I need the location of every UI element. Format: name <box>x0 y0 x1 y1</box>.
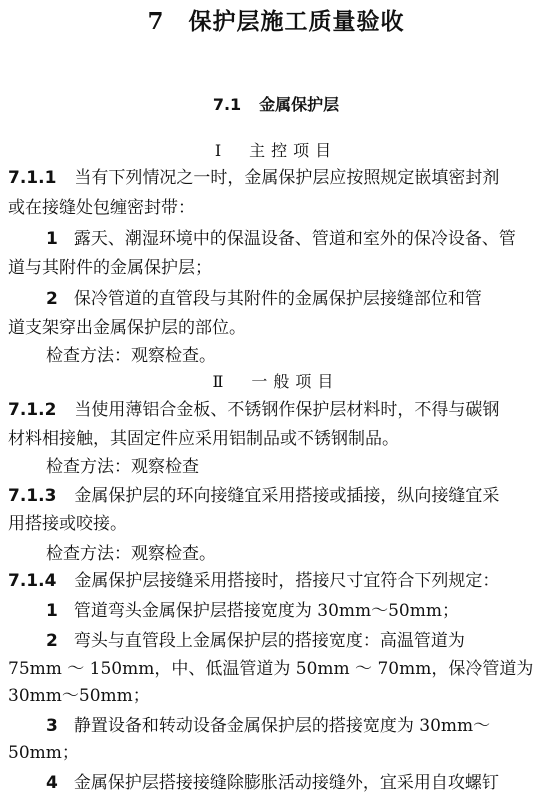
clause-7-1-2-line-2: 材料相接触，其固定件应采用铝制品或不锈钢制品。 <box>8 429 399 449</box>
subheading-text: 一般项目 <box>251 372 340 391</box>
subheading-roman: Ⅱ <box>212 372 230 391</box>
clause-7-1-3-line-1 <box>0 482 552 510</box>
clause-7-1-1-item-2-cont: 道支架穿出金属保护层的部位。 <box>8 318 246 338</box>
clause-number: 7.1.3 <box>8 486 57 506</box>
item-number: 3 <box>46 716 58 736</box>
item-text: 弯头与直管段上金属保护层的搭接宽度：高温管道为 <box>73 631 465 651</box>
subheading-general <box>0 369 552 395</box>
subheading-text: 主控项目 <box>249 141 338 160</box>
clause-7-1-4-item-1 <box>0 597 552 625</box>
subheading-main-control <box>0 138 552 164</box>
clause-7-1-1-item-2 <box>0 285 552 313</box>
item-text: 静置设备和转动设备金属保护层的搭接宽度为 30mm～ <box>73 716 491 736</box>
chapter-title <box>0 6 552 38</box>
clause-7-1-1-item-1-cont: 道与其附件的金属保护层； <box>8 258 212 278</box>
clause-text: 金属保护层接缝采用搭接时，搭接尺寸宜符合下列规定： <box>74 571 500 591</box>
item-number: 2 <box>46 289 58 309</box>
item-text: 保冷管道的直管段与其附件的金属保护层接缝部位和管 <box>73 289 482 309</box>
item-number: 1 <box>46 229 58 249</box>
clause-7-1-1-line-2: 或在接缝处包缠密封带： <box>8 198 195 218</box>
clause-7-1-3-line-2: 用搭接或咬接。 <box>8 514 127 534</box>
clause-7-1-2-line-1 <box>0 396 552 424</box>
item-text: 管道弯头金属保护层搭接宽度为 30mm～50mm； <box>73 601 459 621</box>
clause-7-1-4-item-2-cont-2: 30mm～50mm； <box>8 686 150 706</box>
clause-7-1-1-item-1 <box>0 225 552 253</box>
item-number: 2 <box>46 631 58 651</box>
clause-7-1-4-item-4 <box>0 769 552 797</box>
item-text: 金属保护层搭接接缝除膨胀活动接缝外，宜采用自攻螺钉 <box>73 773 499 793</box>
chapter-number: 7 <box>147 8 165 35</box>
clause-7-1-1-line-1 <box>0 164 552 192</box>
clause-7-1-3-check-method: 检查方法：观察检查。 <box>46 544 216 564</box>
clause-number: 7.1.4 <box>8 571 57 591</box>
clause-7-1-4-item-3 <box>0 712 552 740</box>
clause-number: 7.1.1 <box>8 168 57 188</box>
clause-7-1-2-check-method: 检查方法：观察检查 <box>46 457 199 477</box>
section-title-text: 金属保护层 <box>259 95 340 114</box>
subheading-roman: Ⅰ <box>214 141 228 160</box>
item-text: 露天、潮湿环境中的保温设备、管道和室外的保冷设备、管 <box>73 229 516 249</box>
item-number: 1 <box>46 601 58 621</box>
clause-number: 7.1.2 <box>8 400 57 420</box>
chapter-title-text: 保护层施工质量验收 <box>188 8 405 35</box>
clause-text: 金属保护层的环向接缝宜采用搭接或插接，纵向接缝宜采 <box>74 486 500 506</box>
item-number: 4 <box>46 773 58 793</box>
section-title <box>0 92 552 118</box>
clause-7-1-4-line-1 <box>0 567 552 595</box>
section-number: 7.1 <box>212 95 242 114</box>
clause-7-1-4-item-3-cont: 50mm； <box>8 743 79 763</box>
clause-7-1-4-item-2 <box>0 627 552 655</box>
clause-7-1-4-item-2-cont-1: 75mm ～ 150mm，中、低温管道为 50mm ～ 70mm，保冷管道为 <box>8 659 534 679</box>
clause-7-1-1-check-method: 检查方法：观察检查。 <box>46 346 216 366</box>
clause-text: 当有下列情况之一时，金属保护层应按照规定嵌填密封剂 <box>74 168 500 188</box>
clause-text: 当使用薄铝合金板、不锈钢作保护层材料时，不得与碳钢 <box>74 400 500 420</box>
